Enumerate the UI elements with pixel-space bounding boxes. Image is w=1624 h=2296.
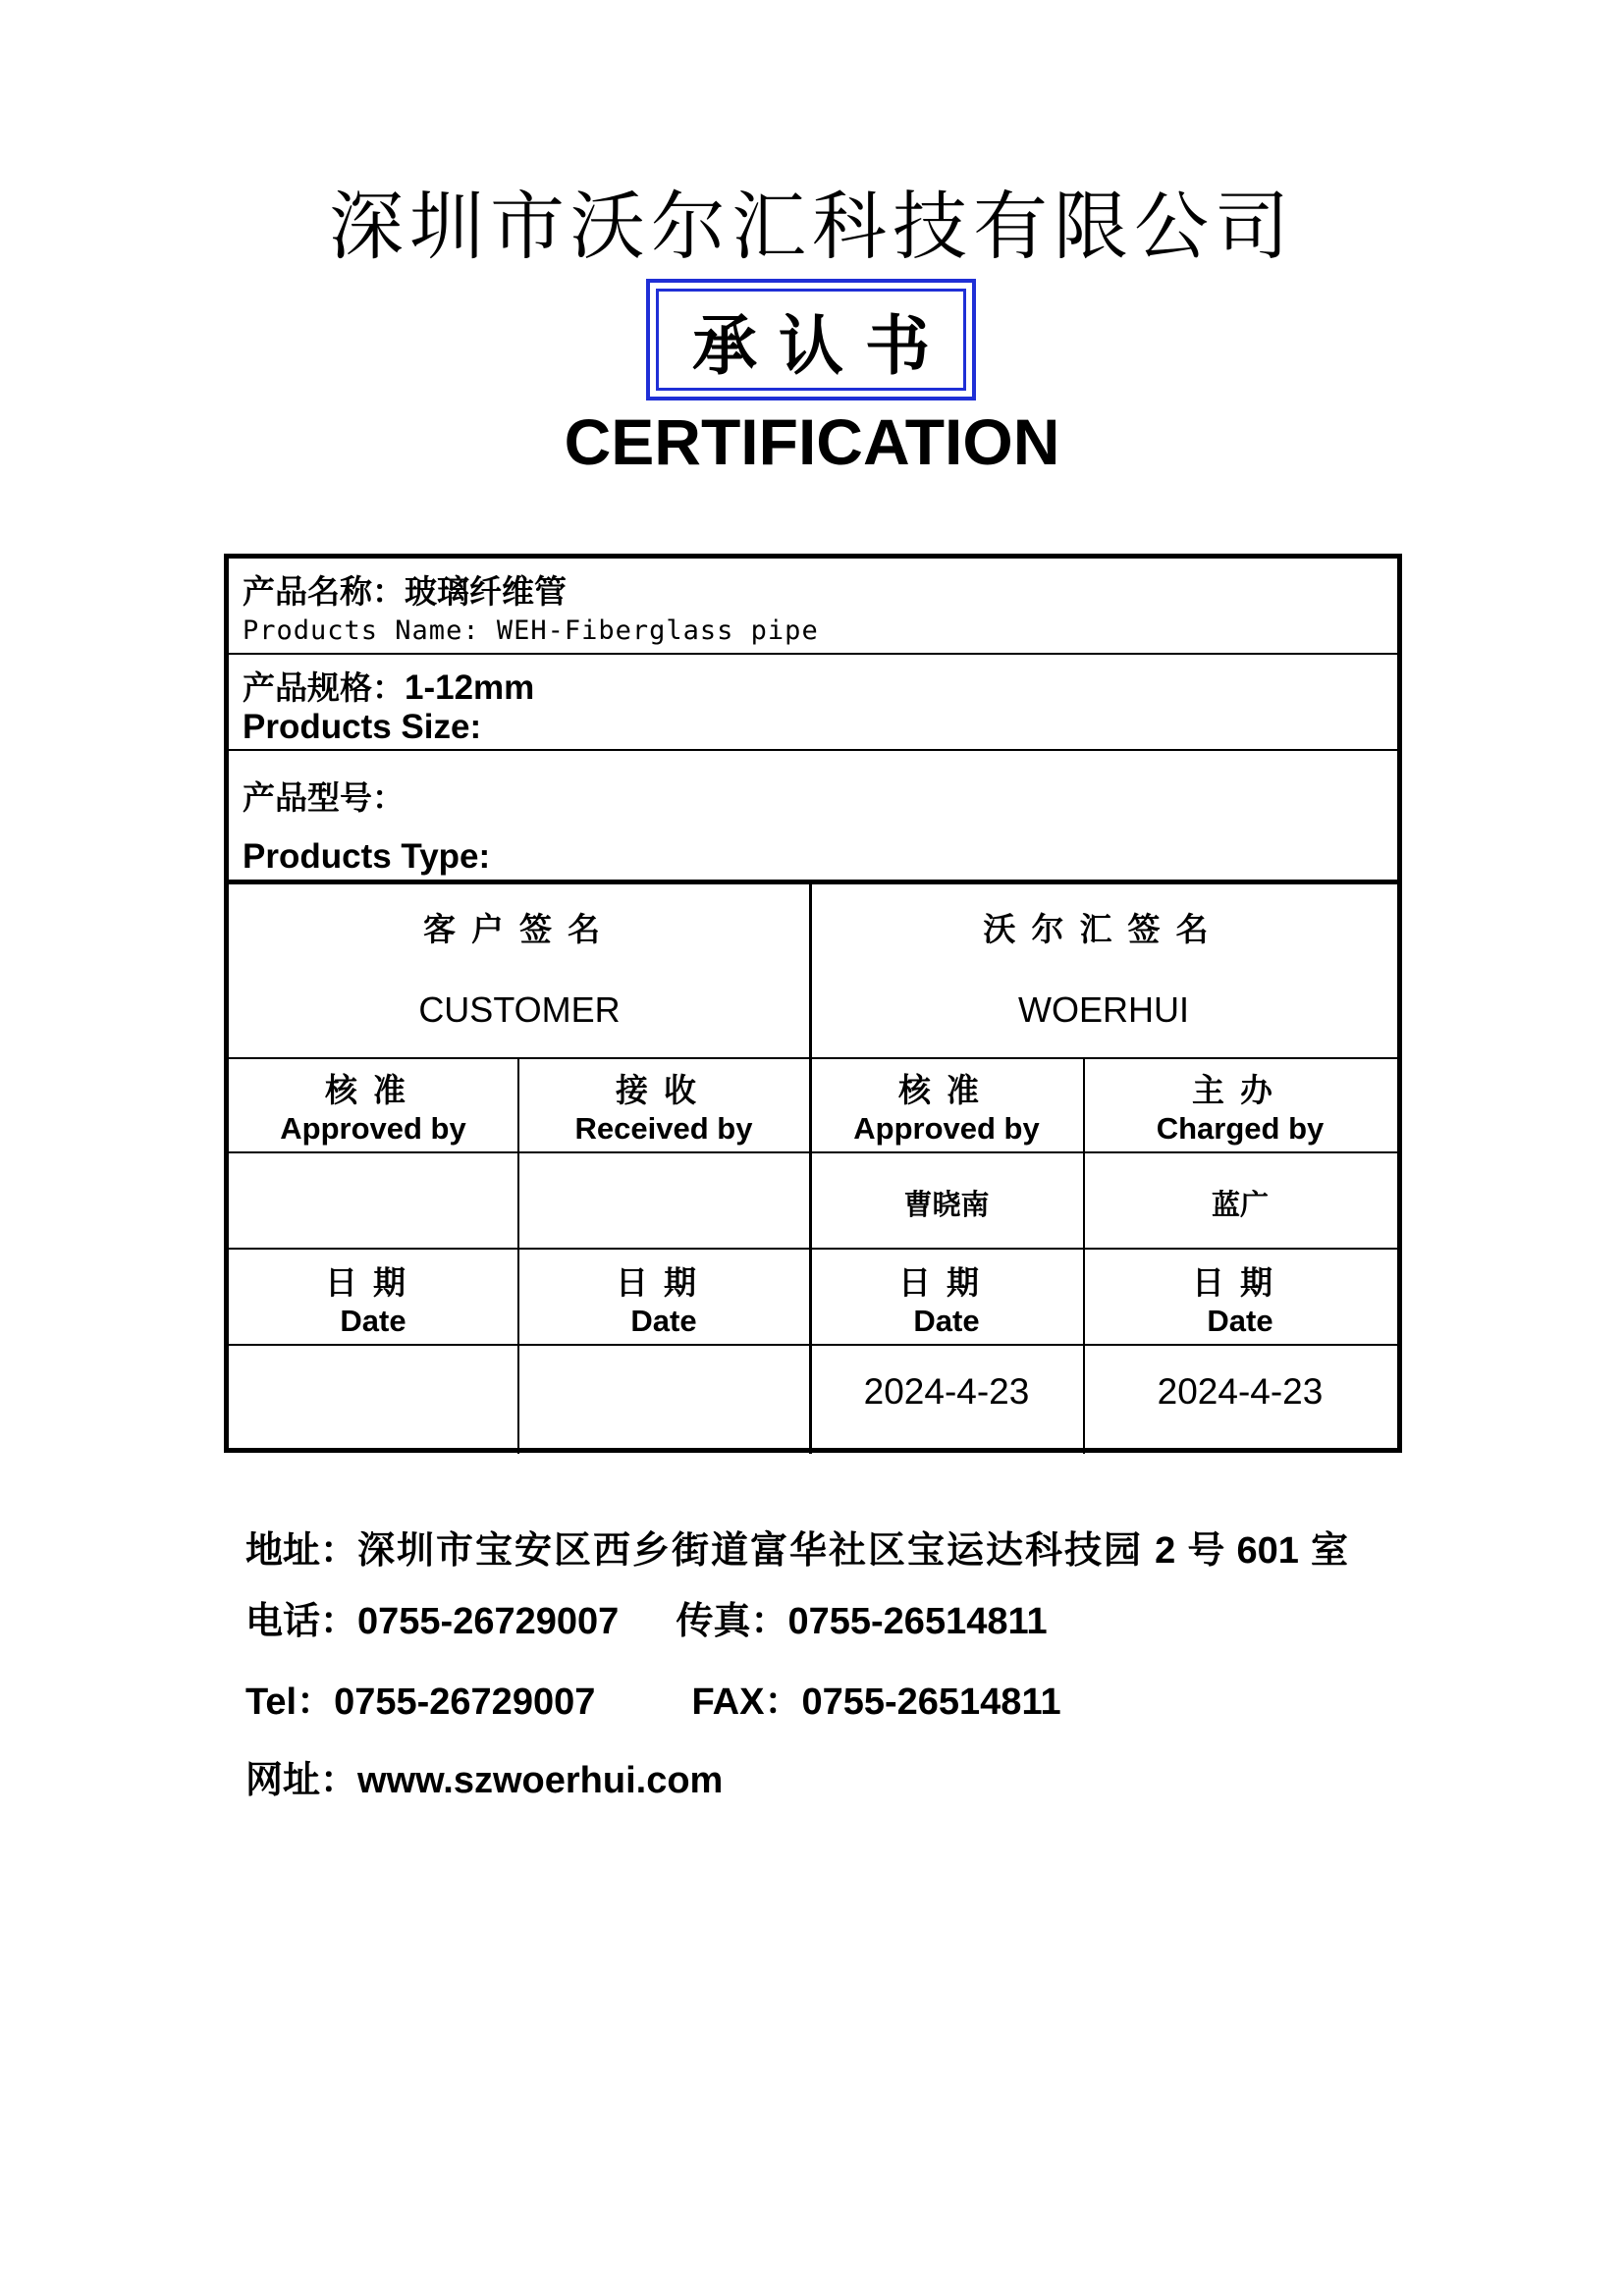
product-name-value-zh: 玻璃纤维管 [405,572,567,611]
role-zh-3: 核准 [898,1071,995,1109]
date-value-cell-3 [810,1346,1083,1450]
tel-value-en: 0755-26729007 [334,1682,596,1723]
signer-3: 曹晓南 [903,1188,990,1221]
website-label: 网址： [245,1757,358,1801]
product-name-row [229,559,1397,655]
product-size-label-en: Products Size: [243,708,482,746]
date-value-cell-2 [517,1346,810,1450]
date-en-4: Date [1207,1304,1273,1338]
signer-4: 蓝广 [1211,1188,1269,1221]
product-name-value-en: WEH-Fiberglass pipe [496,615,819,646]
address-part2: 号 [1187,1527,1225,1572]
address-label: 地址： [245,1527,358,1572]
signer-cell-2 [517,1153,810,1248]
website-line [245,1749,723,1803]
date-en-2: Date [630,1304,697,1338]
fax-value: 0755-26514811 [787,1601,1048,1642]
role-cell-1 [229,1057,517,1151]
address-num2: 601 [1236,1530,1299,1572]
company-name: 深圳市沃尔汇科技有限公司 [329,183,1295,270]
product-size-value: 1-12mm [405,668,535,707]
fax-label-en: FAX： [691,1682,802,1723]
customer-signature-en: CUSTOMER [418,989,621,1030]
signer-cell-1 [229,1153,517,1248]
woerhui-signature-header [810,884,1397,1057]
role-en-2: Received by [574,1111,753,1146]
customer-signature-header [229,884,810,1057]
fax-label-zh: 传真： [676,1598,788,1642]
woerhui-signature-en: WOERHUI [1018,989,1189,1030]
tel-line [245,1671,1061,1725]
product-name-label-zh: 产品名称： [243,572,405,611]
signer-cell-3 [810,1153,1083,1248]
role-zh-4: 主办 [1192,1071,1288,1109]
date-zh-3: 日期 [898,1263,995,1302]
date-label-cell-3 [810,1250,1083,1344]
product-type-label-zh: 产品型号： [243,778,405,817]
date-label-cell-1 [229,1250,517,1344]
certification-title: CERTIFICATION [564,405,1060,478]
date-label-cell-2 [517,1250,810,1344]
phone-line [245,1590,1048,1644]
date-zh-2: 日期 [616,1263,712,1302]
role-cell-3 [810,1057,1083,1151]
date-en-1: Date [340,1304,406,1338]
phone-label: 电话： [245,1598,358,1642]
address-part3: 室 [1310,1527,1348,1572]
role-cell-4 [1083,1057,1397,1151]
date-value-3: 2024-4-23 [863,1371,1030,1412]
product-size-row [229,655,1397,751]
role-cell-2 [517,1057,810,1151]
role-zh-1: 核准 [325,1071,421,1109]
date-value-cell-4 [1083,1346,1397,1450]
role-zh-2: 接收 [616,1071,712,1109]
phone-value: 0755-26729007 [357,1601,620,1642]
address-num1: 2 [1155,1530,1176,1572]
customer-signature-zh: 客户签名 [423,910,616,948]
product-type-label-en: Products Type: [243,837,491,876]
product-name-label-en: Products Name: [243,615,497,646]
address-part1: 深圳市宝安区西乡街道富华社区宝运达科技园 [357,1527,1144,1572]
date-label-cell-4 [1083,1250,1397,1344]
address-line [245,1520,1348,1574]
tel-label-en: Tel： [245,1682,335,1723]
date-zh-1: 日期 [325,1263,421,1302]
seal-text: 承认书 [692,306,951,384]
date-value-4: 2024-4-23 [1157,1371,1324,1412]
role-en-3: Approved by [853,1111,1040,1146]
product-type-row [229,751,1397,884]
date-en-3: Date [913,1304,980,1338]
role-en-4: Charged by [1156,1111,1325,1146]
certification-table [224,554,1402,1453]
certification-seal [646,279,976,400]
website-link[interactable]: www.szwoerhui.com [357,1760,724,1801]
signer-cell-4 [1083,1153,1397,1248]
date-value-cell-1 [229,1346,517,1450]
seal-inner-border [656,289,966,391]
product-size-label-zh: 产品规格： [243,668,405,707]
fax-value-en: 0755-26514811 [801,1682,1061,1723]
date-zh-4: 日期 [1192,1263,1288,1302]
role-en-1: Approved by [280,1111,466,1146]
woerhui-signature-zh: 沃尔汇签名 [983,910,1224,948]
